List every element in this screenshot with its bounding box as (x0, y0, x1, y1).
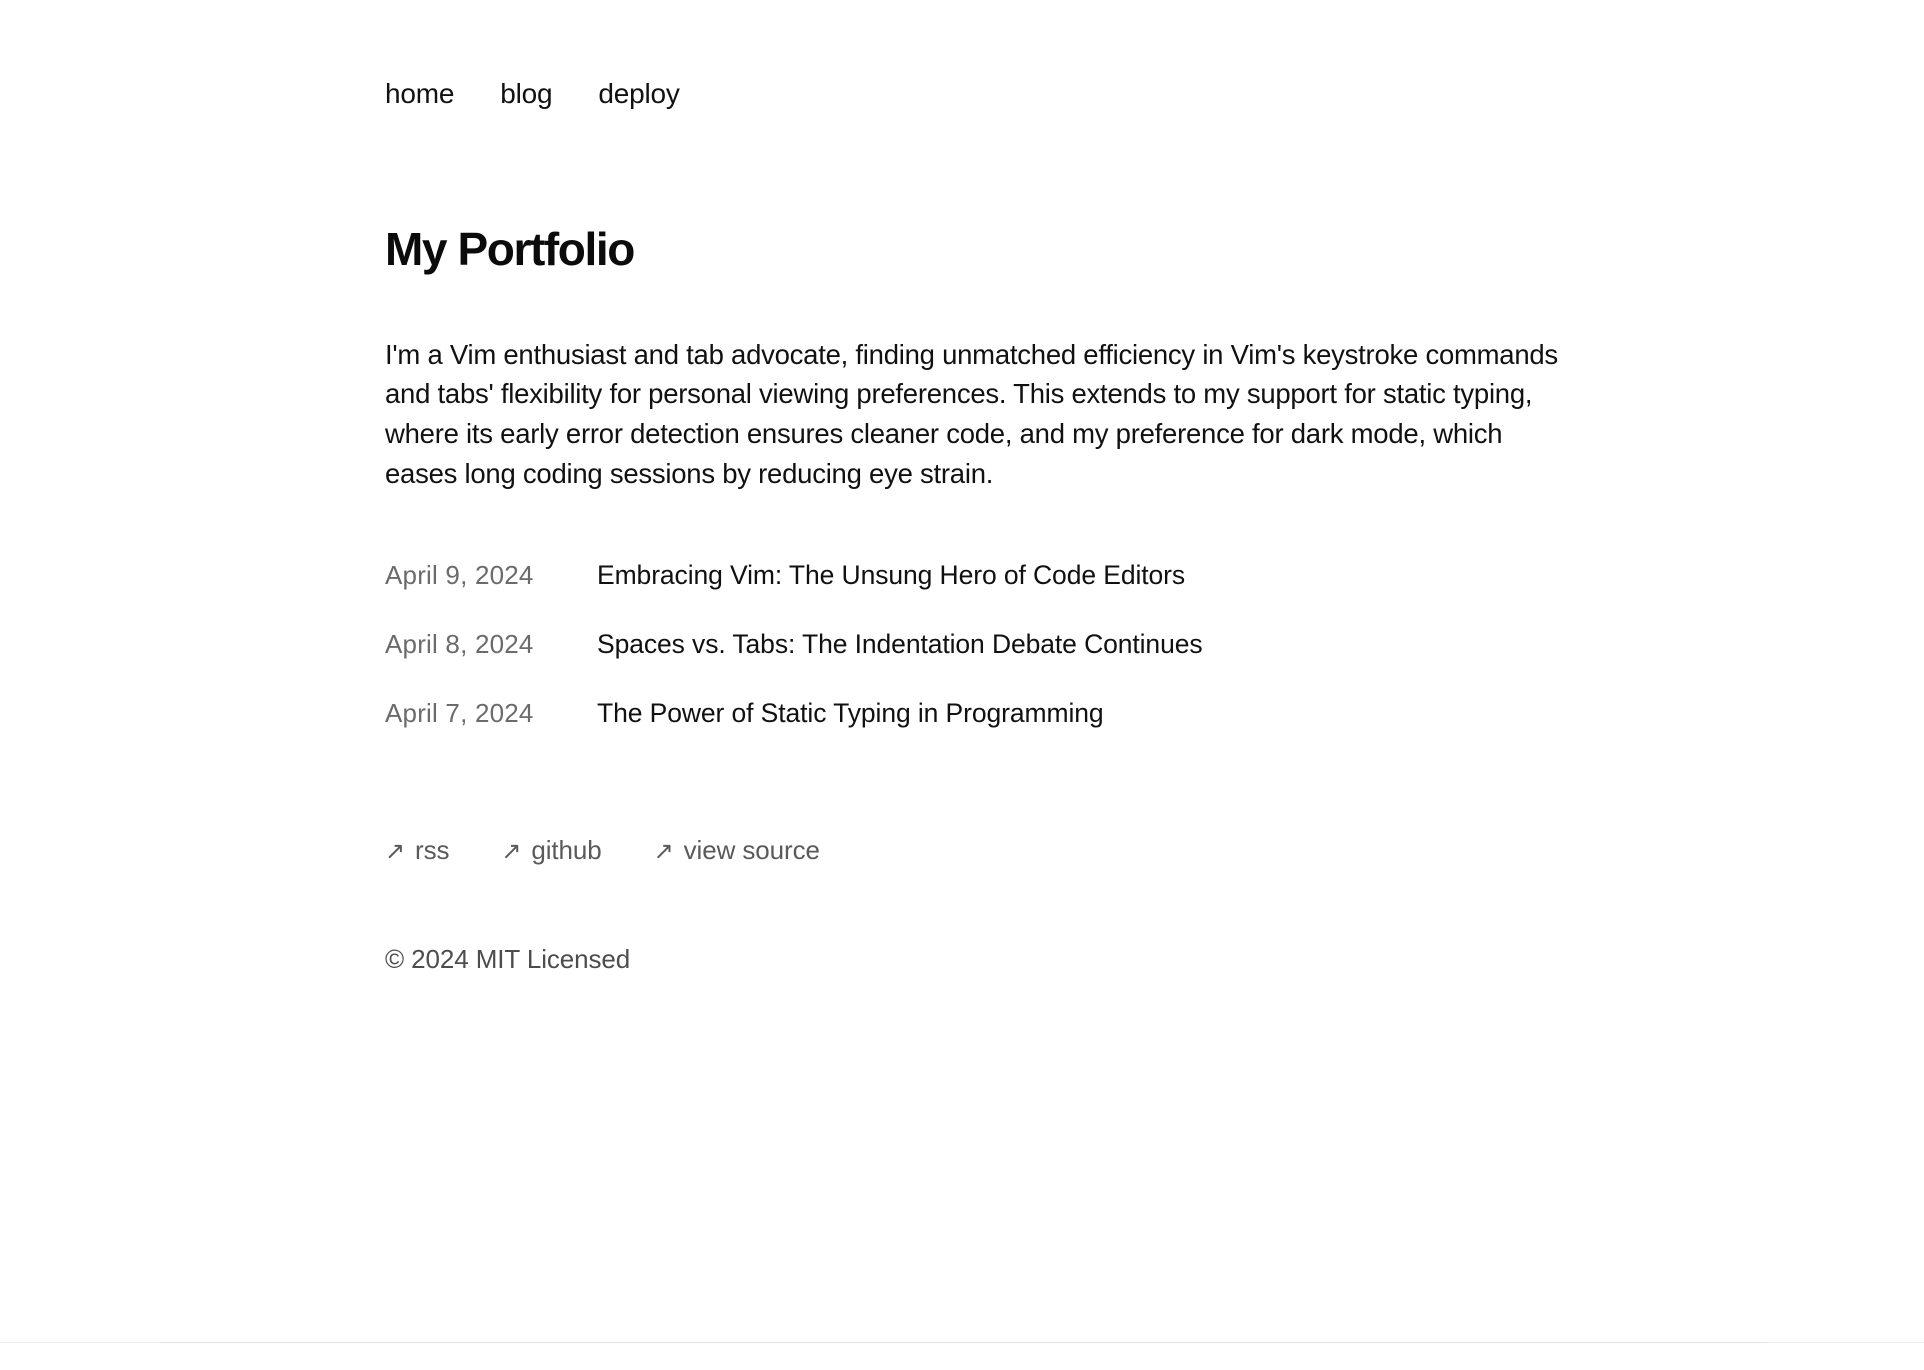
post-title-link[interactable]: Embracing Vim: The Unsung Hero of Code Editors (597, 560, 1186, 591)
rss-link-label: rss (415, 835, 450, 866)
main-navigation (385, 80, 1924, 108)
post-title-link[interactable]: Spaces vs. Tabs: The Indentation Debate Continues (597, 629, 1203, 660)
list-item (385, 629, 1924, 660)
post-list (385, 560, 1924, 729)
view-source-link-label: view source (683, 835, 820, 866)
post-date: April 7, 2024 (385, 698, 534, 729)
external-links (385, 835, 1924, 866)
page-title: My Portfolio (385, 223, 634, 275)
github-link-label: github (531, 835, 602, 866)
footer-copyright: © 2024 MIT Licensed (385, 944, 631, 975)
list-item (385, 560, 1924, 591)
post-date: April 9, 2024 (385, 560, 534, 591)
post-date: April 8, 2024 (385, 629, 534, 660)
intro-paragraph: I'm a Vim enthusiast and tab advocate, finding unmatched efficiency in Vim's keystroke commands and tabs' flexibility for personal viewing preferences. This extends to my support for static typing, where its early error detection ensures cleaner code, and my preference for dark mode, which eases long coding sessions by reducing eye strain. (385, 338, 1558, 490)
rss-link[interactable] (385, 835, 449, 866)
view-source-link[interactable] (654, 835, 820, 866)
arrow-up-right-icon: ↗ (501, 837, 522, 865)
arrow-up-right-icon: ↗ (653, 837, 674, 865)
page-bottom-edge (0, 1342, 1924, 1370)
arrow-up-right-icon: ↗ (385, 837, 406, 865)
post-title-link[interactable]: The Power of Static Typing in Programming (597, 698, 1104, 729)
nav-item-home[interactable]: home (385, 78, 455, 109)
list-item (385, 698, 1924, 729)
nav-item-deploy[interactable]: deploy (598, 78, 680, 109)
nav-item-blog[interactable]: blog (500, 78, 553, 109)
github-link[interactable] (501, 835, 601, 866)
